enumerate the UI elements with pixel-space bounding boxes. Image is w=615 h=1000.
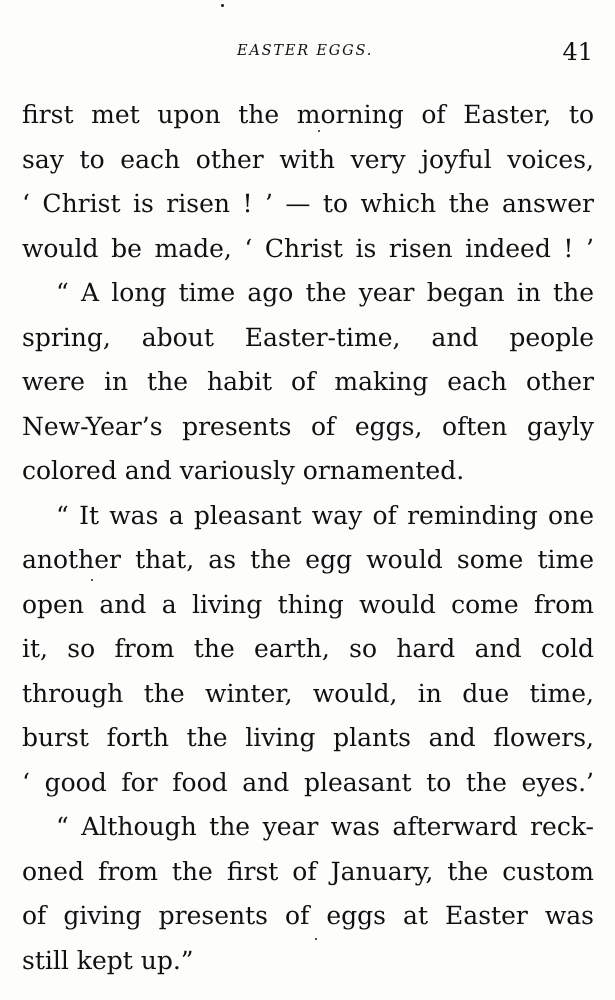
text-line: say to each other with very joyful voices, xyxy=(22,144,594,174)
page-number: 41 xyxy=(562,38,593,66)
text-line: first met upon the morning of Easter, to xyxy=(22,100,594,129)
print-speck xyxy=(91,579,93,581)
text-line: still kept up.” xyxy=(22,945,194,975)
print-speck xyxy=(221,4,224,7)
text-line: through the winter, would, in due time, xyxy=(22,678,594,708)
text-line: open and a living thing would come from xyxy=(22,589,594,619)
text-line: of giving presents of eggs at Easter was xyxy=(22,901,594,930)
text-line: would be made, ‘ Christ is risen indeed ! ’ xyxy=(22,233,594,263)
running-title: EASTER EGGS. xyxy=(237,43,374,59)
text-line: spring, about Easter-time, and people xyxy=(22,322,594,352)
text-line: burst forth the living plants and flowers, xyxy=(22,723,594,752)
text-line: ‘ good for food and pleasant to the eyes.’ xyxy=(22,767,594,797)
text-line: colored and variously ornamented. xyxy=(22,456,465,485)
text-line: New-Year’s presents of eggs, often gayly xyxy=(22,411,594,441)
text-line: were in the habit of making each other xyxy=(22,367,594,396)
text-line: “ A long time ago the year began in the xyxy=(56,278,594,307)
text-line: another that, as the egg would some time xyxy=(22,545,594,574)
text-line: “ It was a pleasant way of reminding one xyxy=(56,500,594,530)
text-line: ‘ Christ is risen ! ’ — to which the answer xyxy=(22,189,594,218)
print-speck xyxy=(315,938,317,940)
text-line: it, so from the earth, so hard and cold xyxy=(22,634,594,663)
print-speck xyxy=(318,130,320,132)
body-text xyxy=(22,93,594,983)
text-line: “ Although the year was afterward reck- xyxy=(56,812,594,841)
text-line: oned from the first of January, the custom xyxy=(22,856,594,886)
running-head xyxy=(22,30,593,70)
